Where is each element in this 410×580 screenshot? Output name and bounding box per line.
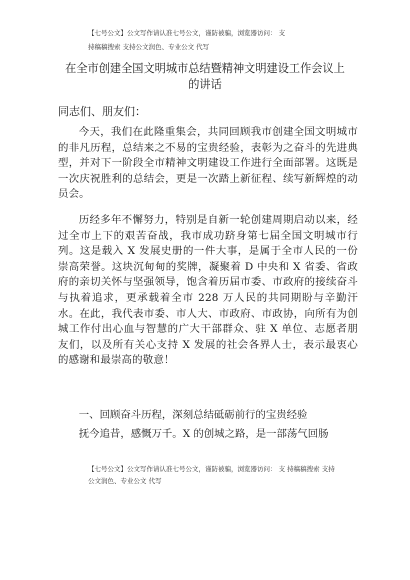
section-heading-1: 一、回顾奋斗历程，深刻总结砥砺前行的宝贵经验 — [78, 409, 308, 421]
document-title-line-2: 的讲话 — [188, 78, 222, 91]
header-note-line-1: 【七号公文】公文写作请认准七号公文，谨防被骗，浏览器访问： 支 — [88, 29, 286, 37]
document-body — [58, 125, 358, 369]
paragraph-1: 今天，我们在此隆重集会，共同回顾我市创建全国文明城市的非凡历程，总结来之不易的宝贵经验，表彰为之奋斗的先进典型，并对下一阶段全市精神文明建设工作进行全面部署。这既是一次庆祝胜利的总结会，更是一次踏上新征程、续写新辉煌的动员会。 — [58, 126, 358, 201]
paragraph-3: 抚今追昔，感慨万千。X 的创城之路，是一部荡气回肠 — [78, 428, 329, 440]
header-note-line-2: 持稿稿搜索 支持公文润色、专业公文 代写 — [88, 43, 210, 51]
document-title-line-1: 在全市创建全国文明城市总结暨精神文明建设工作会议上 — [65, 62, 345, 75]
salutation: 同志们、朋友们： — [58, 105, 146, 118]
footer-note: 【七号公文】公文写作请认准七号公文，谨防被骗，浏览器访问： 支 持稿稿搜索 支持公文润色、专业公文 代写 — [88, 465, 335, 485]
paragraph-2: 历经多年不懈努力，特别是自新一轮创建周期启动以来，经过全市上下的艰苦奋战，我市成功跻身第七届全国文明城市行列。这是载入 X 发展史册的一件大事，是属于全市人民的一份崇高荣誉。这块沉甸甸的奖牌，凝聚着 D 中央和 X 省委、省政府的亲切关怀与坚强领导，饱含着历届市委、市政府的接续奋斗与执着追求，更承载着全市 228 万人民的共同期盼与辛勤汗水。在此，我代表市委、市人大、市政府、市政协，向所有为创城工作付出心血与智慧的广大干部群众、驻 X 单位、志愿者朋友们，以及所有关心支持 X 发展的社会各界人士，表示最衷心的感谢和最崇高的敬意！ — [58, 213, 358, 367]
